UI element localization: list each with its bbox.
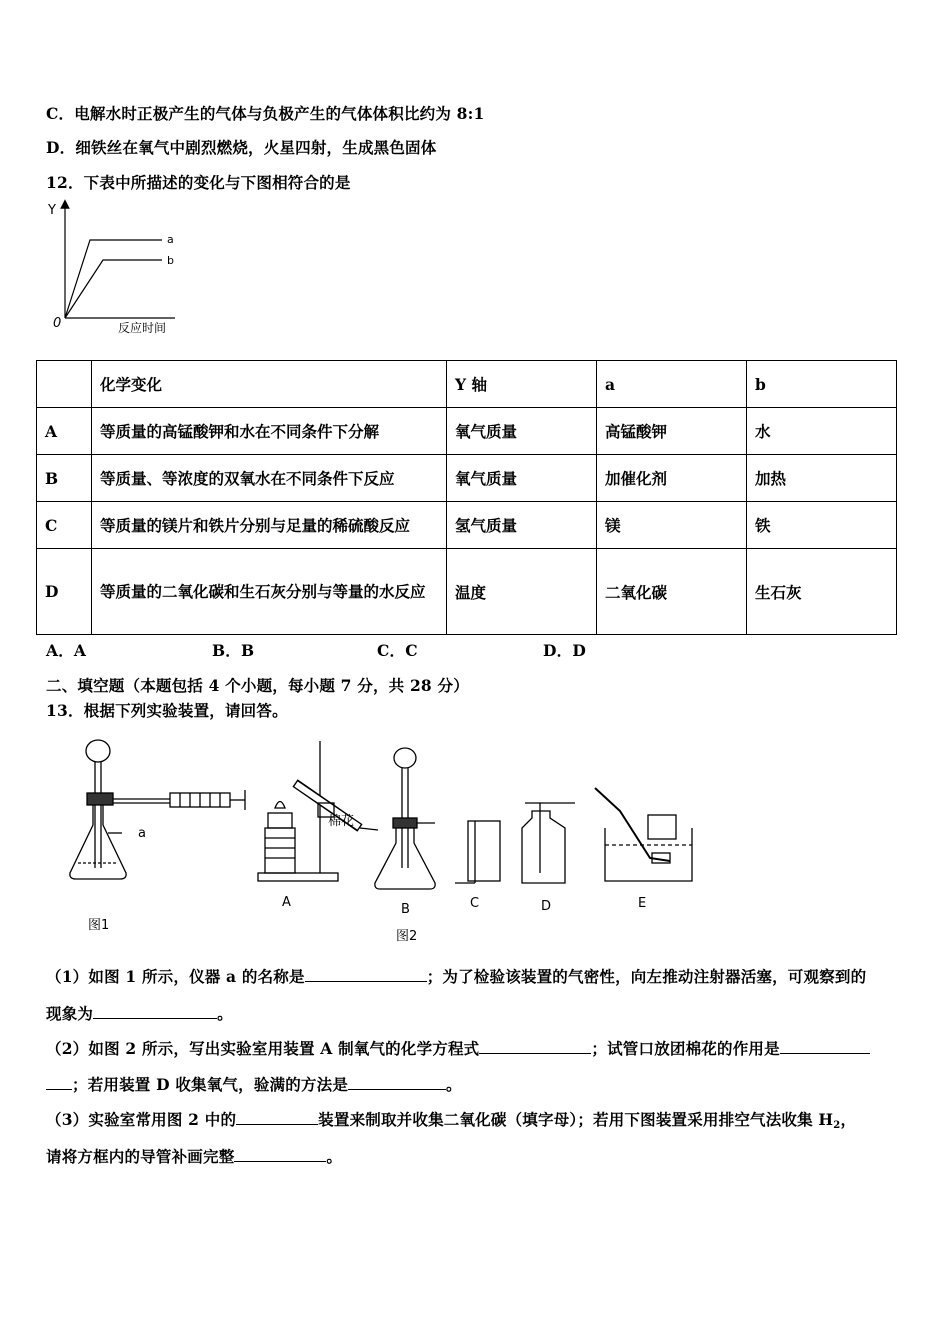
answer-blank[interactable] xyxy=(46,1075,72,1090)
label-E: E xyxy=(638,896,647,911)
label-D: D xyxy=(541,899,552,914)
q13-part3-line1 xyxy=(46,1108,856,1131)
subscript-2: 2 xyxy=(833,1120,841,1131)
q12-choice-d: D．D xyxy=(543,641,586,660)
curve-a xyxy=(65,240,162,318)
answer-blank[interactable] xyxy=(479,1039,591,1054)
table-cell: 温度 xyxy=(447,549,597,635)
q12-choice-a: A．A xyxy=(46,641,87,660)
table-cell: 氢气质量 xyxy=(447,502,597,549)
q13-p3-text: （3）实验室常用图 2 中的 xyxy=(46,1110,237,1129)
table-cell: 氧气质量 xyxy=(447,455,597,502)
q12-graph xyxy=(40,198,200,338)
table-cell: A xyxy=(37,408,92,455)
answer-blank[interactable] xyxy=(93,1004,217,1019)
q11-option-d: D．细铁丝在氧气中剧烈燃烧，火星四射，生成黑色固体 xyxy=(46,138,437,157)
q12-choice-c: C．C xyxy=(377,641,418,660)
label-A: A xyxy=(282,895,291,910)
q11-option-c: C．电解水时正极产生的气体与负极产生的气体体积比约为 8:1 xyxy=(46,104,485,123)
q13-apparatus-figure xyxy=(60,733,720,948)
answer-blank[interactable] xyxy=(305,967,427,982)
apparatus-d xyxy=(522,803,575,883)
q12-choice-b: B．B xyxy=(212,641,255,660)
apparatus-e xyxy=(595,788,692,881)
apparatus-c xyxy=(455,821,500,883)
origin-label: 0 xyxy=(53,316,62,331)
table-cell: 生石灰 xyxy=(747,549,897,635)
q13-p1-text: 。 xyxy=(217,1004,233,1023)
table-cell: 等质量、等浓度的双氧水在不同条件下反应 xyxy=(92,455,447,502)
answer-blank[interactable] xyxy=(236,1110,318,1125)
table-cell: B xyxy=(37,455,92,502)
table-row xyxy=(37,408,897,455)
q13-part3-line2 xyxy=(46,1145,342,1167)
answer-blank[interactable] xyxy=(234,1147,326,1162)
q13-p1-text: 现象为 xyxy=(46,1004,94,1023)
table-cell: 高锰酸钾 xyxy=(597,408,747,455)
q13-p2-text: ；若用装置 D 收集氧气，验满的方法是 xyxy=(72,1075,349,1094)
table-cell: D xyxy=(37,549,92,635)
table-row xyxy=(37,549,897,635)
apparatus-b xyxy=(375,748,435,889)
section-title: 二、填空题（本题包括 4 个小题，每小题 7 分，共 28 分） xyxy=(46,676,469,695)
apparatus-a xyxy=(258,741,378,881)
table-header-row xyxy=(37,361,897,408)
table-row xyxy=(37,502,897,549)
table-cell: 铁 xyxy=(747,502,897,549)
q12-table xyxy=(36,360,897,635)
header-cell: b xyxy=(747,361,897,408)
cotton-label: 棉花 xyxy=(328,814,355,829)
label-B: B xyxy=(401,902,410,917)
q13-p3-text: 请将方框内的导管补画完整 xyxy=(46,1147,235,1166)
q13-p2-text: 。 xyxy=(446,1075,462,1094)
curve-b-label: b xyxy=(167,254,174,267)
table-row xyxy=(37,455,897,502)
table-cell: 镁 xyxy=(597,502,747,549)
table-cell: 二氧化碳 xyxy=(597,549,747,635)
fig1-flask-apparatus xyxy=(70,740,245,879)
curve-b xyxy=(65,260,162,318)
fig1-caption: 图1 xyxy=(88,918,110,933)
q13-p2-text: （2）如图 2 所示，写出实验室用装置 A 制氧气的化学方程式 xyxy=(46,1039,480,1058)
answer-blank[interactable] xyxy=(348,1075,446,1090)
y-axis-label: Y xyxy=(48,203,56,218)
table-cell: 等质量的高锰酸钾和水在不同条件下分解 xyxy=(92,408,447,455)
label-a: a xyxy=(138,826,146,841)
q13-p1-text: ；为了检验该装置的气密性，向左推动注射器活塞，可观察到的 xyxy=(426,967,867,986)
curve-a-label: a xyxy=(167,233,174,246)
label-C: C xyxy=(470,896,480,911)
q13-p3-text: ， xyxy=(840,1110,857,1129)
header-cell xyxy=(37,361,92,408)
q13-part2-line2 xyxy=(46,1073,462,1095)
q13-stem: 13．根据下列实验装置，请回答。 xyxy=(46,701,288,720)
table-cell: C xyxy=(37,502,92,549)
q13-p3-text: 装置来制取并收集二氧化碳（填字母）；若用下图装置采用排空气法收集 H xyxy=(318,1110,834,1129)
q13-part2-line1 xyxy=(46,1037,870,1059)
table-cell: 水 xyxy=(747,408,897,455)
answer-blank[interactable] xyxy=(780,1039,870,1054)
q13-p2-text: ；试管口放团棉花的作用是 xyxy=(591,1039,780,1058)
q13-part1-line2 xyxy=(46,1002,233,1024)
q13-part1-line1 xyxy=(46,965,866,987)
table-cell: 等质量的二氧化碳和生石灰分别与等量的水反应 xyxy=(92,549,447,635)
table-cell: 氧气质量 xyxy=(447,408,597,455)
table-cell: 加热 xyxy=(747,455,897,502)
q12-stem: 12．下表中所描述的变化与下图相符合的是 xyxy=(46,173,351,192)
table-cell: 加催化剂 xyxy=(597,455,747,502)
q13-p3-text: 。 xyxy=(326,1147,343,1166)
q13-p1-text: （1）如图 1 所示，仪器 a 的名称是 xyxy=(46,967,305,986)
x-axis-label: 反应时间 xyxy=(118,321,167,335)
header-cell: Y 轴 xyxy=(447,361,597,408)
header-cell: 化学变化 xyxy=(92,361,447,408)
fig2-caption: 图2 xyxy=(396,929,418,944)
table-cell: 等质量的镁片和铁片分别与足量的稀硫酸反应 xyxy=(92,502,447,549)
header-cell: a xyxy=(597,361,747,408)
